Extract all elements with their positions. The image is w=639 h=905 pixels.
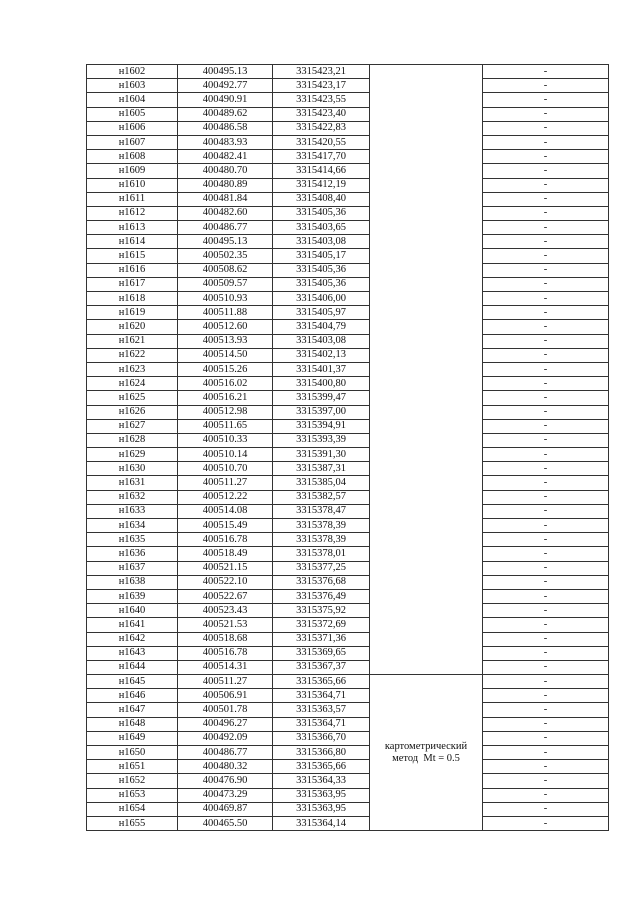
table-row xyxy=(87,178,609,192)
table-row xyxy=(87,107,609,121)
y-coordinate-cell: 3315364,71 xyxy=(273,717,370,731)
table-row xyxy=(87,263,609,277)
y-coordinate-cell: 3315371,36 xyxy=(273,632,370,646)
x-coordinate-cell: 400480.32 xyxy=(178,760,273,774)
point-id-cell: н1648 xyxy=(87,717,178,731)
x-coordinate-cell: 400480.70 xyxy=(178,164,273,178)
x-coordinate-cell: 400489.62 xyxy=(178,107,273,121)
dash-cell: - xyxy=(483,731,609,745)
y-coordinate-cell: 3315403,08 xyxy=(273,334,370,348)
point-id-cell: н1617 xyxy=(87,277,178,291)
dash-cell: - xyxy=(483,320,609,334)
dash-cell: - xyxy=(483,419,609,433)
dash-cell: - xyxy=(483,448,609,462)
x-coordinate-cell: 400510.93 xyxy=(178,292,273,306)
point-id-cell: н1618 xyxy=(87,292,178,306)
dash-cell: - xyxy=(483,717,609,731)
table-row xyxy=(87,79,609,93)
dash-cell: - xyxy=(483,604,609,618)
point-id-cell: н1623 xyxy=(87,362,178,376)
y-coordinate-cell: 3315364,14 xyxy=(273,816,370,830)
table-row xyxy=(87,689,609,703)
x-coordinate-cell: 400512.22 xyxy=(178,490,273,504)
y-coordinate-cell: 3315394,91 xyxy=(273,419,370,433)
point-id-cell: н1620 xyxy=(87,320,178,334)
table-row xyxy=(87,164,609,178)
y-coordinate-cell: 3315376,68 xyxy=(273,575,370,589)
point-id-cell: н1614 xyxy=(87,235,178,249)
point-id-cell: н1630 xyxy=(87,462,178,476)
x-coordinate-cell: 400514.31 xyxy=(178,660,273,674)
y-coordinate-cell: 3315401,37 xyxy=(273,362,370,376)
y-coordinate-cell: 3315402,13 xyxy=(273,348,370,362)
dash-cell: - xyxy=(483,476,609,490)
point-id-cell: н1608 xyxy=(87,150,178,164)
x-coordinate-cell: 400515.49 xyxy=(178,519,273,533)
x-coordinate-cell: 400514.08 xyxy=(178,504,273,518)
y-coordinate-cell: 3315363,95 xyxy=(273,802,370,816)
point-id-cell: н1643 xyxy=(87,646,178,660)
x-coordinate-cell: 400512.98 xyxy=(178,405,273,419)
x-coordinate-cell: 400469.87 xyxy=(178,802,273,816)
dash-cell: - xyxy=(483,362,609,376)
point-id-cell: н1651 xyxy=(87,760,178,774)
y-coordinate-cell: 3315382,57 xyxy=(273,490,370,504)
dash-cell: - xyxy=(483,746,609,760)
dash-cell: - xyxy=(483,306,609,320)
y-coordinate-cell: 3315423,40 xyxy=(273,107,370,121)
dash-cell: - xyxy=(483,405,609,419)
table-row xyxy=(87,760,609,774)
x-coordinate-cell: 400508.62 xyxy=(178,263,273,277)
table-row xyxy=(87,660,609,674)
table-row xyxy=(87,121,609,135)
y-coordinate-cell: 3315420,55 xyxy=(273,135,370,149)
point-id-cell: н1655 xyxy=(87,816,178,830)
table-row xyxy=(87,462,609,476)
y-coordinate-cell: 3315372,69 xyxy=(273,618,370,632)
table-row xyxy=(87,192,609,206)
dash-cell: - xyxy=(483,547,609,561)
point-id-cell: н1647 xyxy=(87,703,178,717)
y-coordinate-cell: 3315378,47 xyxy=(273,504,370,518)
x-coordinate-cell: 400510.70 xyxy=(178,462,273,476)
y-coordinate-cell: 3315423,21 xyxy=(273,65,370,79)
table-row xyxy=(87,65,609,79)
y-coordinate-cell: 3315403,65 xyxy=(273,221,370,235)
point-id-cell: н1636 xyxy=(87,547,178,561)
table-row xyxy=(87,816,609,830)
x-coordinate-cell: 400516.02 xyxy=(178,377,273,391)
table-row xyxy=(87,277,609,291)
point-id-cell: н1649 xyxy=(87,731,178,745)
point-id-cell: н1646 xyxy=(87,689,178,703)
dash-cell: - xyxy=(483,192,609,206)
y-coordinate-cell: 3315366,70 xyxy=(273,731,370,745)
table-row xyxy=(87,504,609,518)
table-row xyxy=(87,292,609,306)
table-row xyxy=(87,490,609,504)
y-coordinate-cell: 3315414,66 xyxy=(273,164,370,178)
y-coordinate-cell: 3315376,49 xyxy=(273,589,370,603)
y-coordinate-cell: 3315412,19 xyxy=(273,178,370,192)
dash-cell: - xyxy=(483,788,609,802)
x-coordinate-cell: 400511.88 xyxy=(178,306,273,320)
point-id-cell: н1603 xyxy=(87,79,178,93)
x-coordinate-cell: 400506.91 xyxy=(178,689,273,703)
dash-cell: - xyxy=(483,93,609,107)
point-id-cell: н1621 xyxy=(87,334,178,348)
y-coordinate-cell: 3315363,95 xyxy=(273,788,370,802)
y-coordinate-cell: 3315378,39 xyxy=(273,519,370,533)
dash-cell: - xyxy=(483,292,609,306)
x-coordinate-cell: 400522.10 xyxy=(178,575,273,589)
dash-cell: - xyxy=(483,632,609,646)
table-row xyxy=(87,419,609,433)
dash-cell: - xyxy=(483,533,609,547)
x-coordinate-cell: 400509.57 xyxy=(178,277,273,291)
table-row xyxy=(87,788,609,802)
table-row xyxy=(87,249,609,263)
table-row xyxy=(87,774,609,788)
point-id-cell: н1642 xyxy=(87,632,178,646)
point-id-cell: н1635 xyxy=(87,533,178,547)
dash-cell: - xyxy=(483,65,609,79)
dash-cell: - xyxy=(483,221,609,235)
point-id-cell: н1616 xyxy=(87,263,178,277)
y-coordinate-cell: 3315363,57 xyxy=(273,703,370,717)
table-row xyxy=(87,206,609,220)
table-row xyxy=(87,703,609,717)
table-row xyxy=(87,235,609,249)
x-coordinate-cell: 400473.29 xyxy=(178,788,273,802)
table-row xyxy=(87,802,609,816)
table-row xyxy=(87,717,609,731)
table-row xyxy=(87,334,609,348)
x-coordinate-cell: 400516.78 xyxy=(178,646,273,660)
x-coordinate-cell: 400481.84 xyxy=(178,192,273,206)
x-coordinate-cell: 400516.78 xyxy=(178,533,273,547)
point-id-cell: н1612 xyxy=(87,206,178,220)
y-coordinate-cell: 3315408,40 xyxy=(273,192,370,206)
x-coordinate-cell: 400480.89 xyxy=(178,178,273,192)
y-coordinate-cell: 3315393,39 xyxy=(273,433,370,447)
y-coordinate-cell: 3315397,00 xyxy=(273,405,370,419)
dash-cell: - xyxy=(483,589,609,603)
x-coordinate-cell: 400511.27 xyxy=(178,675,273,689)
table-row xyxy=(87,675,609,689)
method-label-line1: картометрический xyxy=(384,740,468,752)
point-id-cell: н1639 xyxy=(87,589,178,603)
table-row xyxy=(87,519,609,533)
point-id-cell: н1640 xyxy=(87,604,178,618)
point-id-cell: н1638 xyxy=(87,575,178,589)
table-row xyxy=(87,306,609,320)
dash-cell: - xyxy=(483,519,609,533)
table-row xyxy=(87,93,609,107)
point-id-cell: н1619 xyxy=(87,306,178,320)
y-coordinate-cell: 3315405,36 xyxy=(273,277,370,291)
point-id-cell: н1605 xyxy=(87,107,178,121)
dash-cell: - xyxy=(483,377,609,391)
method-cell xyxy=(370,675,483,831)
x-coordinate-cell: 400510.33 xyxy=(178,433,273,447)
x-coordinate-cell: 400523.43 xyxy=(178,604,273,618)
point-id-cell: н1652 xyxy=(87,774,178,788)
table-row xyxy=(87,405,609,419)
dash-cell: - xyxy=(483,433,609,447)
dash-cell: - xyxy=(483,135,609,149)
coordinates-table xyxy=(86,64,609,831)
x-coordinate-cell: 400486.77 xyxy=(178,221,273,235)
x-coordinate-cell: 400492.09 xyxy=(178,731,273,745)
table-row xyxy=(87,476,609,490)
point-id-cell: н1615 xyxy=(87,249,178,263)
table-row xyxy=(87,221,609,235)
y-coordinate-cell: 3315365,66 xyxy=(273,760,370,774)
dash-cell: - xyxy=(483,263,609,277)
y-coordinate-cell: 3315385,04 xyxy=(273,476,370,490)
point-id-cell: н1641 xyxy=(87,618,178,632)
table-row xyxy=(87,618,609,632)
point-id-cell: н1604 xyxy=(87,93,178,107)
point-id-cell: н1645 xyxy=(87,675,178,689)
y-coordinate-cell: 3315405,36 xyxy=(273,206,370,220)
dash-cell: - xyxy=(483,79,609,93)
dash-cell: - xyxy=(483,150,609,164)
x-coordinate-cell: 400522.67 xyxy=(178,589,273,603)
x-coordinate-cell: 400482.60 xyxy=(178,206,273,220)
table-row xyxy=(87,746,609,760)
x-coordinate-cell: 400521.53 xyxy=(178,618,273,632)
dash-cell: - xyxy=(483,235,609,249)
table-row xyxy=(87,604,609,618)
point-id-cell: н1609 xyxy=(87,164,178,178)
y-coordinate-cell: 3315378,39 xyxy=(273,533,370,547)
point-id-cell: н1634 xyxy=(87,519,178,533)
table-row xyxy=(87,320,609,334)
table-row xyxy=(87,362,609,376)
dash-cell: - xyxy=(483,490,609,504)
x-coordinate-cell: 400514.50 xyxy=(178,348,273,362)
y-coordinate-cell: 3315377,25 xyxy=(273,561,370,575)
y-coordinate-cell: 3315366,80 xyxy=(273,746,370,760)
dash-cell: - xyxy=(483,760,609,774)
point-id-cell: н1622 xyxy=(87,348,178,362)
dash-cell: - xyxy=(483,178,609,192)
y-coordinate-cell: 3315406,00 xyxy=(273,292,370,306)
point-id-cell: н1650 xyxy=(87,746,178,760)
point-id-cell: н1610 xyxy=(87,178,178,192)
point-id-cell: н1613 xyxy=(87,221,178,235)
point-id-cell: н1627 xyxy=(87,419,178,433)
dash-cell: - xyxy=(483,462,609,476)
y-coordinate-cell: 3315405,36 xyxy=(273,263,370,277)
point-id-cell: н1637 xyxy=(87,561,178,575)
method-cell-empty xyxy=(370,65,483,675)
dash-cell: - xyxy=(483,107,609,121)
x-coordinate-cell: 400516.21 xyxy=(178,391,273,405)
y-coordinate-cell: 3315403,08 xyxy=(273,235,370,249)
x-coordinate-cell: 400513.93 xyxy=(178,334,273,348)
x-coordinate-cell: 400486.58 xyxy=(178,121,273,135)
x-coordinate-cell: 400490.91 xyxy=(178,93,273,107)
y-coordinate-cell: 3315364,33 xyxy=(273,774,370,788)
x-coordinate-cell: 400492.77 xyxy=(178,79,273,93)
y-coordinate-cell: 3315422,83 xyxy=(273,121,370,135)
point-id-cell: н1611 xyxy=(87,192,178,206)
x-coordinate-cell: 400502.35 xyxy=(178,249,273,263)
dash-cell: - xyxy=(483,391,609,405)
table-row xyxy=(87,731,609,745)
point-id-cell: н1631 xyxy=(87,476,178,490)
dash-cell: - xyxy=(483,660,609,674)
dash-cell: - xyxy=(483,675,609,689)
dash-cell: - xyxy=(483,561,609,575)
table-row xyxy=(87,533,609,547)
y-coordinate-cell: 3315404,79 xyxy=(273,320,370,334)
point-id-cell: н1628 xyxy=(87,433,178,447)
dash-cell: - xyxy=(483,121,609,135)
table-row xyxy=(87,632,609,646)
point-id-cell: н1629 xyxy=(87,448,178,462)
x-coordinate-cell: 400511.27 xyxy=(178,476,273,490)
table-row xyxy=(87,391,609,405)
point-id-cell: н1602 xyxy=(87,65,178,79)
x-coordinate-cell: 400465.50 xyxy=(178,816,273,830)
x-coordinate-cell: 400501.78 xyxy=(178,703,273,717)
dash-cell: - xyxy=(483,816,609,830)
dash-cell: - xyxy=(483,334,609,348)
dash-cell: - xyxy=(483,646,609,660)
x-coordinate-cell: 400486.77 xyxy=(178,746,273,760)
table-row xyxy=(87,377,609,391)
y-coordinate-cell: 3315405,97 xyxy=(273,306,370,320)
dash-cell: - xyxy=(483,206,609,220)
x-coordinate-cell: 400515.26 xyxy=(178,362,273,376)
coordinates-table-body xyxy=(87,65,609,831)
dash-cell: - xyxy=(483,689,609,703)
x-coordinate-cell: 400512.60 xyxy=(178,320,273,334)
method-label-line2: метод Mt = 0.5 xyxy=(392,752,460,764)
y-coordinate-cell: 3315378,01 xyxy=(273,547,370,561)
dash-cell: - xyxy=(483,277,609,291)
point-id-cell: н1606 xyxy=(87,121,178,135)
x-coordinate-cell: 400511.65 xyxy=(178,419,273,433)
dash-cell: - xyxy=(483,504,609,518)
table-row xyxy=(87,150,609,164)
x-coordinate-cell: 400482.41 xyxy=(178,150,273,164)
table-row xyxy=(87,589,609,603)
dash-cell: - xyxy=(483,249,609,263)
point-id-cell: н1654 xyxy=(87,802,178,816)
table-row xyxy=(87,547,609,561)
x-coordinate-cell: 400518.68 xyxy=(178,632,273,646)
x-coordinate-cell: 400496.27 xyxy=(178,717,273,731)
dash-cell: - xyxy=(483,164,609,178)
y-coordinate-cell: 3315405,17 xyxy=(273,249,370,263)
dash-cell: - xyxy=(483,575,609,589)
point-id-cell: н1626 xyxy=(87,405,178,419)
x-coordinate-cell: 400521.15 xyxy=(178,561,273,575)
table-row xyxy=(87,433,609,447)
y-coordinate-cell: 3315399,47 xyxy=(273,391,370,405)
dash-cell: - xyxy=(483,703,609,717)
dash-cell: - xyxy=(483,618,609,632)
point-id-cell: н1653 xyxy=(87,788,178,802)
table-row xyxy=(87,646,609,660)
point-id-cell: н1625 xyxy=(87,391,178,405)
y-coordinate-cell: 3315423,17 xyxy=(273,79,370,93)
x-coordinate-cell: 400483.93 xyxy=(178,135,273,149)
point-id-cell: н1632 xyxy=(87,490,178,504)
point-id-cell: н1624 xyxy=(87,377,178,391)
x-coordinate-cell: 400510.14 xyxy=(178,448,273,462)
y-coordinate-cell: 3315387,31 xyxy=(273,462,370,476)
table-row xyxy=(87,348,609,362)
table-row xyxy=(87,448,609,462)
dash-cell: - xyxy=(483,348,609,362)
point-id-cell: н1607 xyxy=(87,135,178,149)
point-id-cell: н1644 xyxy=(87,660,178,674)
y-coordinate-cell: 3315367,37 xyxy=(273,660,370,674)
dash-cell: - xyxy=(483,774,609,788)
dash-cell: - xyxy=(483,802,609,816)
y-coordinate-cell: 3315400,80 xyxy=(273,377,370,391)
y-coordinate-cell: 3315423,55 xyxy=(273,93,370,107)
x-coordinate-cell: 400495.13 xyxy=(178,65,273,79)
table-row xyxy=(87,575,609,589)
x-coordinate-cell: 400518.49 xyxy=(178,547,273,561)
table-row xyxy=(87,561,609,575)
y-coordinate-cell: 3315364,71 xyxy=(273,689,370,703)
table-row xyxy=(87,135,609,149)
y-coordinate-cell: 3315375,92 xyxy=(273,604,370,618)
point-id-cell: н1633 xyxy=(87,504,178,518)
y-coordinate-cell: 3315365,66 xyxy=(273,675,370,689)
y-coordinate-cell: 3315417,70 xyxy=(273,150,370,164)
x-coordinate-cell: 400476.90 xyxy=(178,774,273,788)
y-coordinate-cell: 3315391,30 xyxy=(273,448,370,462)
x-coordinate-cell: 400495.13 xyxy=(178,235,273,249)
y-coordinate-cell: 3315369,65 xyxy=(273,646,370,660)
